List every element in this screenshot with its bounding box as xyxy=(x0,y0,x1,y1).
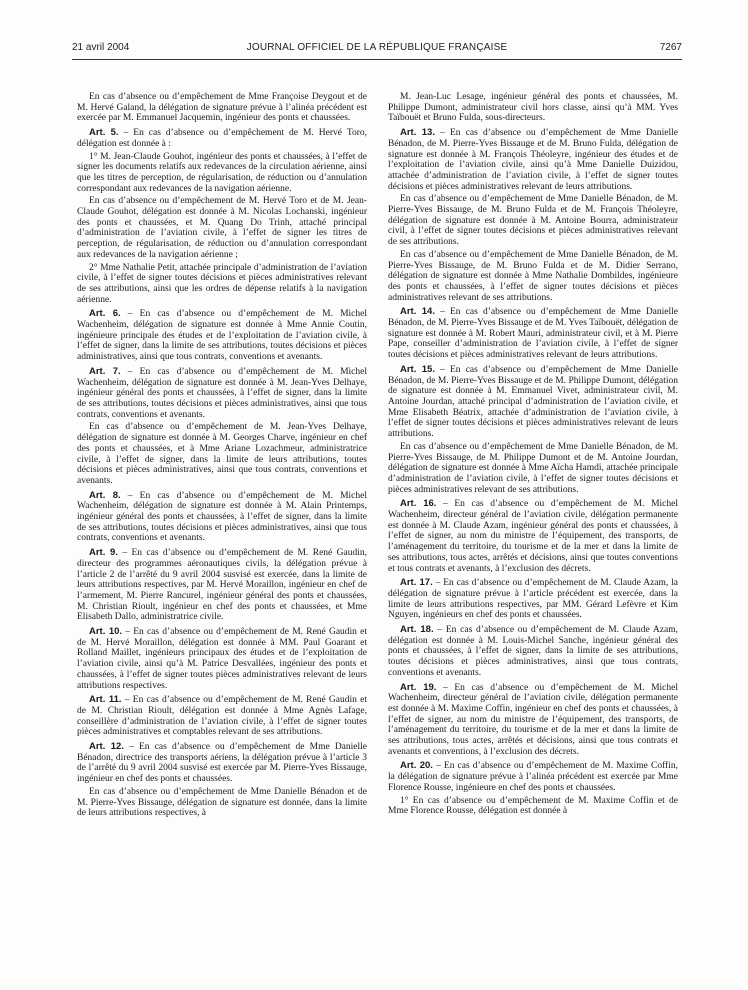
article-label: Art. 7. xyxy=(89,365,121,377)
paragraph xyxy=(77,787,367,819)
paragraph xyxy=(388,625,678,679)
paragraph-text: – En cas d’absence ou d’empêchement de M. René Gaudin et de M. Christian Rioult, délégation est donnée à Mme Agnès Lafage, conseillère d’administration de l’aviation civile, à l’effet de signer toutes pièces administratives et comptables relevant de ses attributions. xyxy=(77,695,367,738)
paragraph xyxy=(77,263,367,306)
paragraph xyxy=(388,92,678,124)
header-date: 21 avril 2004 xyxy=(72,42,130,53)
paragraph-text: – En cas d’absence ou d’empêchement de M. René Gaudin, directeur des programmes aéronautiques civils, la délégation prévue à l’article 2 de l’arrêté du 9 avril 2004 susvisé est exercée, dans la limite de leurs attributions respectives, par M. Hervé Moraillon, ingénieur en chef de l’armement, M. Pierre Rancurel, ingénieur général des ponts et chaussées, M. Christian Rioult, ingénieur en chef des ponts et chaussées, et Mme Elisabeth Dallo, administratrice civile. xyxy=(77,548,367,623)
paragraph xyxy=(77,695,367,738)
paragraph-text: En cas d’absence ou d’empêchement de M. Jean-Yves Delhaye, délégation de signature est donnée à M. Georges Charve, ingénieur en chef des ponts et chaussées, et à Mme Ariane Lozachmeur, administratrice civile, à l’effet de signer, dans la limite de leurs attributions, toutes décisions et pièces administratives, ainsi que tous contrats, conventions et avenants. xyxy=(77,422,367,486)
paragraph-text: – En cas d’absence ou d’empêchement de M. René Gaudin et de M. Hervé Moraillon, délégation est donnée à MM. Paul Goarant et Rolland Maillet, ingénieurs principaux des études et de l’exploitation de l’aviation civile, ainsi qu’à M. Patrice Desvallées, ingénieur des ponts et chaussées, à l’effet de signer toutes pièces administratives relevant de leurs attributions respectives. xyxy=(77,627,367,691)
article-label: Art. 11. xyxy=(89,694,122,706)
article-label: Art. 20. xyxy=(400,760,433,772)
header-page-number: 7267 xyxy=(659,42,682,53)
left-column xyxy=(77,92,367,821)
paragraph-text: 2° Mme Nathalie Petit, attachée principale d’administration de l’aviation civile, à l’effet de signer toutes décisions et pièces administratives relevant de ses attributions, ainsi que les ordres de dépense relatifs à la navigation aérienne. xyxy=(77,262,367,305)
paragraph xyxy=(388,442,678,496)
paragraph xyxy=(388,499,678,574)
paragraph-text: – En cas d’absence ou d’empêchement de M. Hervé Toro, délégation est donnée à : xyxy=(77,128,367,149)
article-label: Art. 10. xyxy=(89,626,123,638)
paragraph-text: 1° M. Jean-Claude Gouhot, ingénieur des ponts et chaussées, à l’effet de signer les documents relatifs aux redevances de la circulation aérienne, ainsi que les titres de perception, de régularisation, de réduction ou d’annulation correspondant aux redevances de la navigation aérienne. xyxy=(77,151,367,194)
article-label: Art. 14. xyxy=(400,306,435,318)
paragraph xyxy=(77,627,367,691)
paragraph-text: – En cas d’absence ou d’empêchement de M. Claude Azam, la délégation de signature prévue à l’article précédent est exercée, dans la limite de leurs attributions respectives, par MM. Gérard Lefèvre et Kim Nguyen, ingénieurs en chef des ponts et chaussées. xyxy=(388,578,678,621)
paragraph-text: – En cas d’absence ou d’empêchement de Mme Danielle Bénadon, de M. Pierre-Yves Bissauge et de M. Yves Taïbouët, délégation de signature est donnée à M. Robert Mauri, administrateur civil, et à M. Pierre Pape, conseiller d’administration de l’aviation civile, à l’effet de signer toutes décisions et pièces administratives relevant de leurs attributions. xyxy=(388,307,678,361)
paragraph-text: 1° En cas d’absence ou d’empêchement de M. Maxime Coffin et de Mme Florence Rousse, délégation est donnée à xyxy=(388,795,678,817)
paragraph-text: – En cas d’absence ou d’empêchement de Mme Danielle Bénadon, de M. Pierre-Yves Bissauge et de M. Bruno Fulda, délégation de signature est donnée à M. François Théoleyre, ingénieur des études et de l’exploitation de l’aviation civile, ainsi qu’à Mme Danielle Duizidou, attachée d’administration de l’aviation civile, à l’effet de signer toutes décisions et pièces administratives relevant de leurs attributions. xyxy=(388,128,678,192)
header-rule xyxy=(72,59,682,60)
paragraph xyxy=(77,152,367,195)
paragraph xyxy=(77,196,367,260)
paragraph xyxy=(388,194,678,248)
paragraph xyxy=(388,796,678,817)
paragraph-text: – En cas d’absence ou d’empêchement de M. Michel Wachenheim, directeur général de l’aviation civile, délégation permanente est donnée à M. Claude Azam, ingénieur général des ponts et chaussées, à l’effet de signer, au nom du ministre de l’équipement, des transports, de l’aménagement du territoire, du tourisme et de la mer et dans la limite de ses attributions, tous actes, arrêtés et décisions, ainsi que toutes conventions et tous contrats et avenants, à l’exclusion des décrets. xyxy=(388,499,678,574)
paragraph xyxy=(77,548,367,623)
page-header xyxy=(72,40,682,56)
article-label: Art. 16. xyxy=(400,498,437,510)
article-label: Art. 12. xyxy=(89,741,124,753)
paragraph-text: En cas d’absence ou d’empêchement de Mme Danielle Bénadon, de M. Pierre-Yves Bissauge, de M. Philippe Dumont et de M. Antoine Jourdan, délégation de signature est donnée à Mme Aïcha Hamdi, attachée principale d’administration de l’aviation civile, à l’effet de signer toutes décisions et pièces administratives relevant de ses attributions. xyxy=(388,441,678,495)
article-label: Art. 13. xyxy=(400,127,435,139)
paragraph-text: En cas d’absence ou d’empêchement de M. Hervé Toro et de M. Jean-Claude Gouhot, délégation est donnée à M. Nicolas Lochanski, ingénieur des ponts et chaussées, et M. Quang Do Trinh, attaché principal d’administration de l’aviation civile, à l’effet de signer les titres de perception, de régularisation, de réduction ou d’annulation correspondant aux redevances de la navigation aérienne ; xyxy=(77,196,367,260)
paragraph xyxy=(388,365,678,440)
paragraph xyxy=(388,761,678,793)
right-column xyxy=(388,92,678,819)
article-label: Art. 19. xyxy=(400,681,437,693)
paragraph-text: En cas d’absence ou d’empêchement de Mme Françoise Deygout et de M. Hervé Galand, la délégation de signature prévue à l’alinéa précédent est exercée par M. Emmanuel Jacquemin, ingénieur des ponts et chaussées. xyxy=(77,92,367,124)
paragraph xyxy=(77,422,367,486)
paragraph xyxy=(388,250,678,304)
paragraph-text: – En cas d’absence ou d’empêchement de Mme Danielle Bénadon, de M. Pierre-Yves Bissauge et de M. Philippe Dumont, délégation de signature est donnée à M. Emmanuel Vivet, administrateur civil, M. Antoine Jourdan, attaché principal d’administration de l’aviation civile, et Mme Elisabeth Béatrix, attachée d’administration de l’aviation civile, à l’effet de signer toutes décisions et pièces administratives relevant de leurs attributions. xyxy=(388,364,678,440)
paragraph-text: – En cas d’absence ou d’empêchement de M. Claude Azam, délégation est donnée à M. Louis-Michel Sanche, ingénieur général des ponts et chaussées, à l’effet de signer, dans la limite de ses attributions, toutes décisions et pièces administratives, ainsi que tous contrats, conventions et avenants. xyxy=(388,625,678,678)
paragraph xyxy=(388,307,678,361)
paragraph xyxy=(77,742,367,785)
paragraph-text: En cas d’absence ou d’empêchement de Mme Danielle Bénadon et de M. Pierre-Yves Bissauge, délégation de signature est donnée, dans la limite de leurs attributions respectives, à xyxy=(77,786,367,819)
paragraph xyxy=(77,128,367,149)
paragraph xyxy=(388,683,678,758)
paragraph xyxy=(77,491,367,545)
paragraph-text: En cas d’absence ou d’empêchement de Mme Danielle Bénadon, de M. Pierre-Yves Bissauge, de M. Bruno Fulda et de M. François Théoleyre, délégation de signature est donnée à M. Antoine Bourra, administrateur civil, à l’effet de signer toutes décisions et pièces administratives relevant de ses attributions. xyxy=(388,194,678,248)
article-label: Art. 17. xyxy=(400,577,433,589)
article-label: Art. 9. xyxy=(89,547,118,559)
paragraph xyxy=(77,309,367,363)
paragraph-text: – En cas d’absence ou d’empêchement de M. Maxime Coffin, la délégation de signature prévue à l’alinéa précédent est exercée par Mme Florence Rousse, ingénieure en chef des ponts et chaussées. xyxy=(388,761,678,793)
paragraph-text: – En cas d’absence ou d’empêchement de M. Michel Wachenheim, directeur général de l’aviation civile, délégation permanente est donnée à M. Maxime Coffin, ingénieur en chef des ponts et chaussées, à l’effet de signer, au nom du ministre de l’équipement, des transports, de l’aménagement du territoire, du tourisme et de la mer et dans la limite de ses attributions, tous actes, arrêtés et décisions, ainsi que tous contrats et avenants et conventions, à l’exclusion des décrets. xyxy=(388,682,678,757)
paragraph xyxy=(388,578,678,621)
paragraph-text: – En cas d’absence ou d’empêchement de M. Michel Wachenheim, délégation de signature est donnée à Mme Annie Coutin, ingénieure principale des études et de l’exploitation de l’aviation civile, à l’effet de signer, dans la limite de ses attributions, toutes décisions et pièces administratives, ainsi que tous contrats, conventions et avenants. xyxy=(77,309,367,363)
paragraph xyxy=(77,367,367,421)
paragraph-text: En cas d’absence ou d’empêchement de Mme Danielle Bénadon, de M. Pierre-Yves Bissauge, de M. Bruno Fulda et de M. Didier Serrano, délégation de signature est donnée à Mme Nathalie Dombildes, ingénieure des ponts et chaussées, à l’effet de signer toutes décisions et pièces administratives relevant de ses attributions. xyxy=(388,249,678,303)
article-label: Art. 6. xyxy=(89,308,121,320)
paragraph xyxy=(77,92,367,124)
article-label: Art. 15. xyxy=(400,363,435,375)
paragraph-text: – En cas d’absence ou d’empêchement de M. Michel Wachenheim, délégation de signature est donnée à M. Jean-Yves Delhaye, ingénieur général des ponts et chaussées, à l’effet de signer, dans la limite de ses attributions, toutes décisions et pièces administratives, ainsi que tous contrats, conventions et avenants. xyxy=(77,366,367,420)
paragraph-text: – En cas d’absence ou d’empêchement de Mme Danielle Bénadon, directrice des transports aériens, la délégation prévue à l’article 3 de l’arrêté du 9 avril 2004 susvisé est exercée par M. Pierre-Yves Bissauge, ingénieur en chef des ponts et chaussées. xyxy=(77,742,367,785)
paragraph-text: – En cas d’absence ou d’empêchement de M. Michel Wachenheim, délégation de signature est donnée à M. Alain Printemps, ingénieur général des ponts et chaussées, à l’effet de signer, dans la limite de ses attributions, toutes décisions et pièces administratives, ainsi que tous contrats, conventions et avenants. xyxy=(77,490,367,544)
article-label: Art. 8. xyxy=(89,489,121,501)
paragraph xyxy=(388,128,678,192)
article-label: Art. 18. xyxy=(400,624,434,636)
header-title: JOURNAL OFFICIEL DE LA RÉPUBLIQUE FRANÇAISE xyxy=(246,42,508,53)
paragraph-text: M. Jean-Luc Lesage, ingénieur général des ponts et chaussées, M. Philippe Dumont, administrateur civil hors classe, ainsi qu’à MM. Yves Taïbouët et Bruno Fulda, sous-directeurs. xyxy=(388,92,678,124)
article-label: Art. 5. xyxy=(89,127,119,139)
